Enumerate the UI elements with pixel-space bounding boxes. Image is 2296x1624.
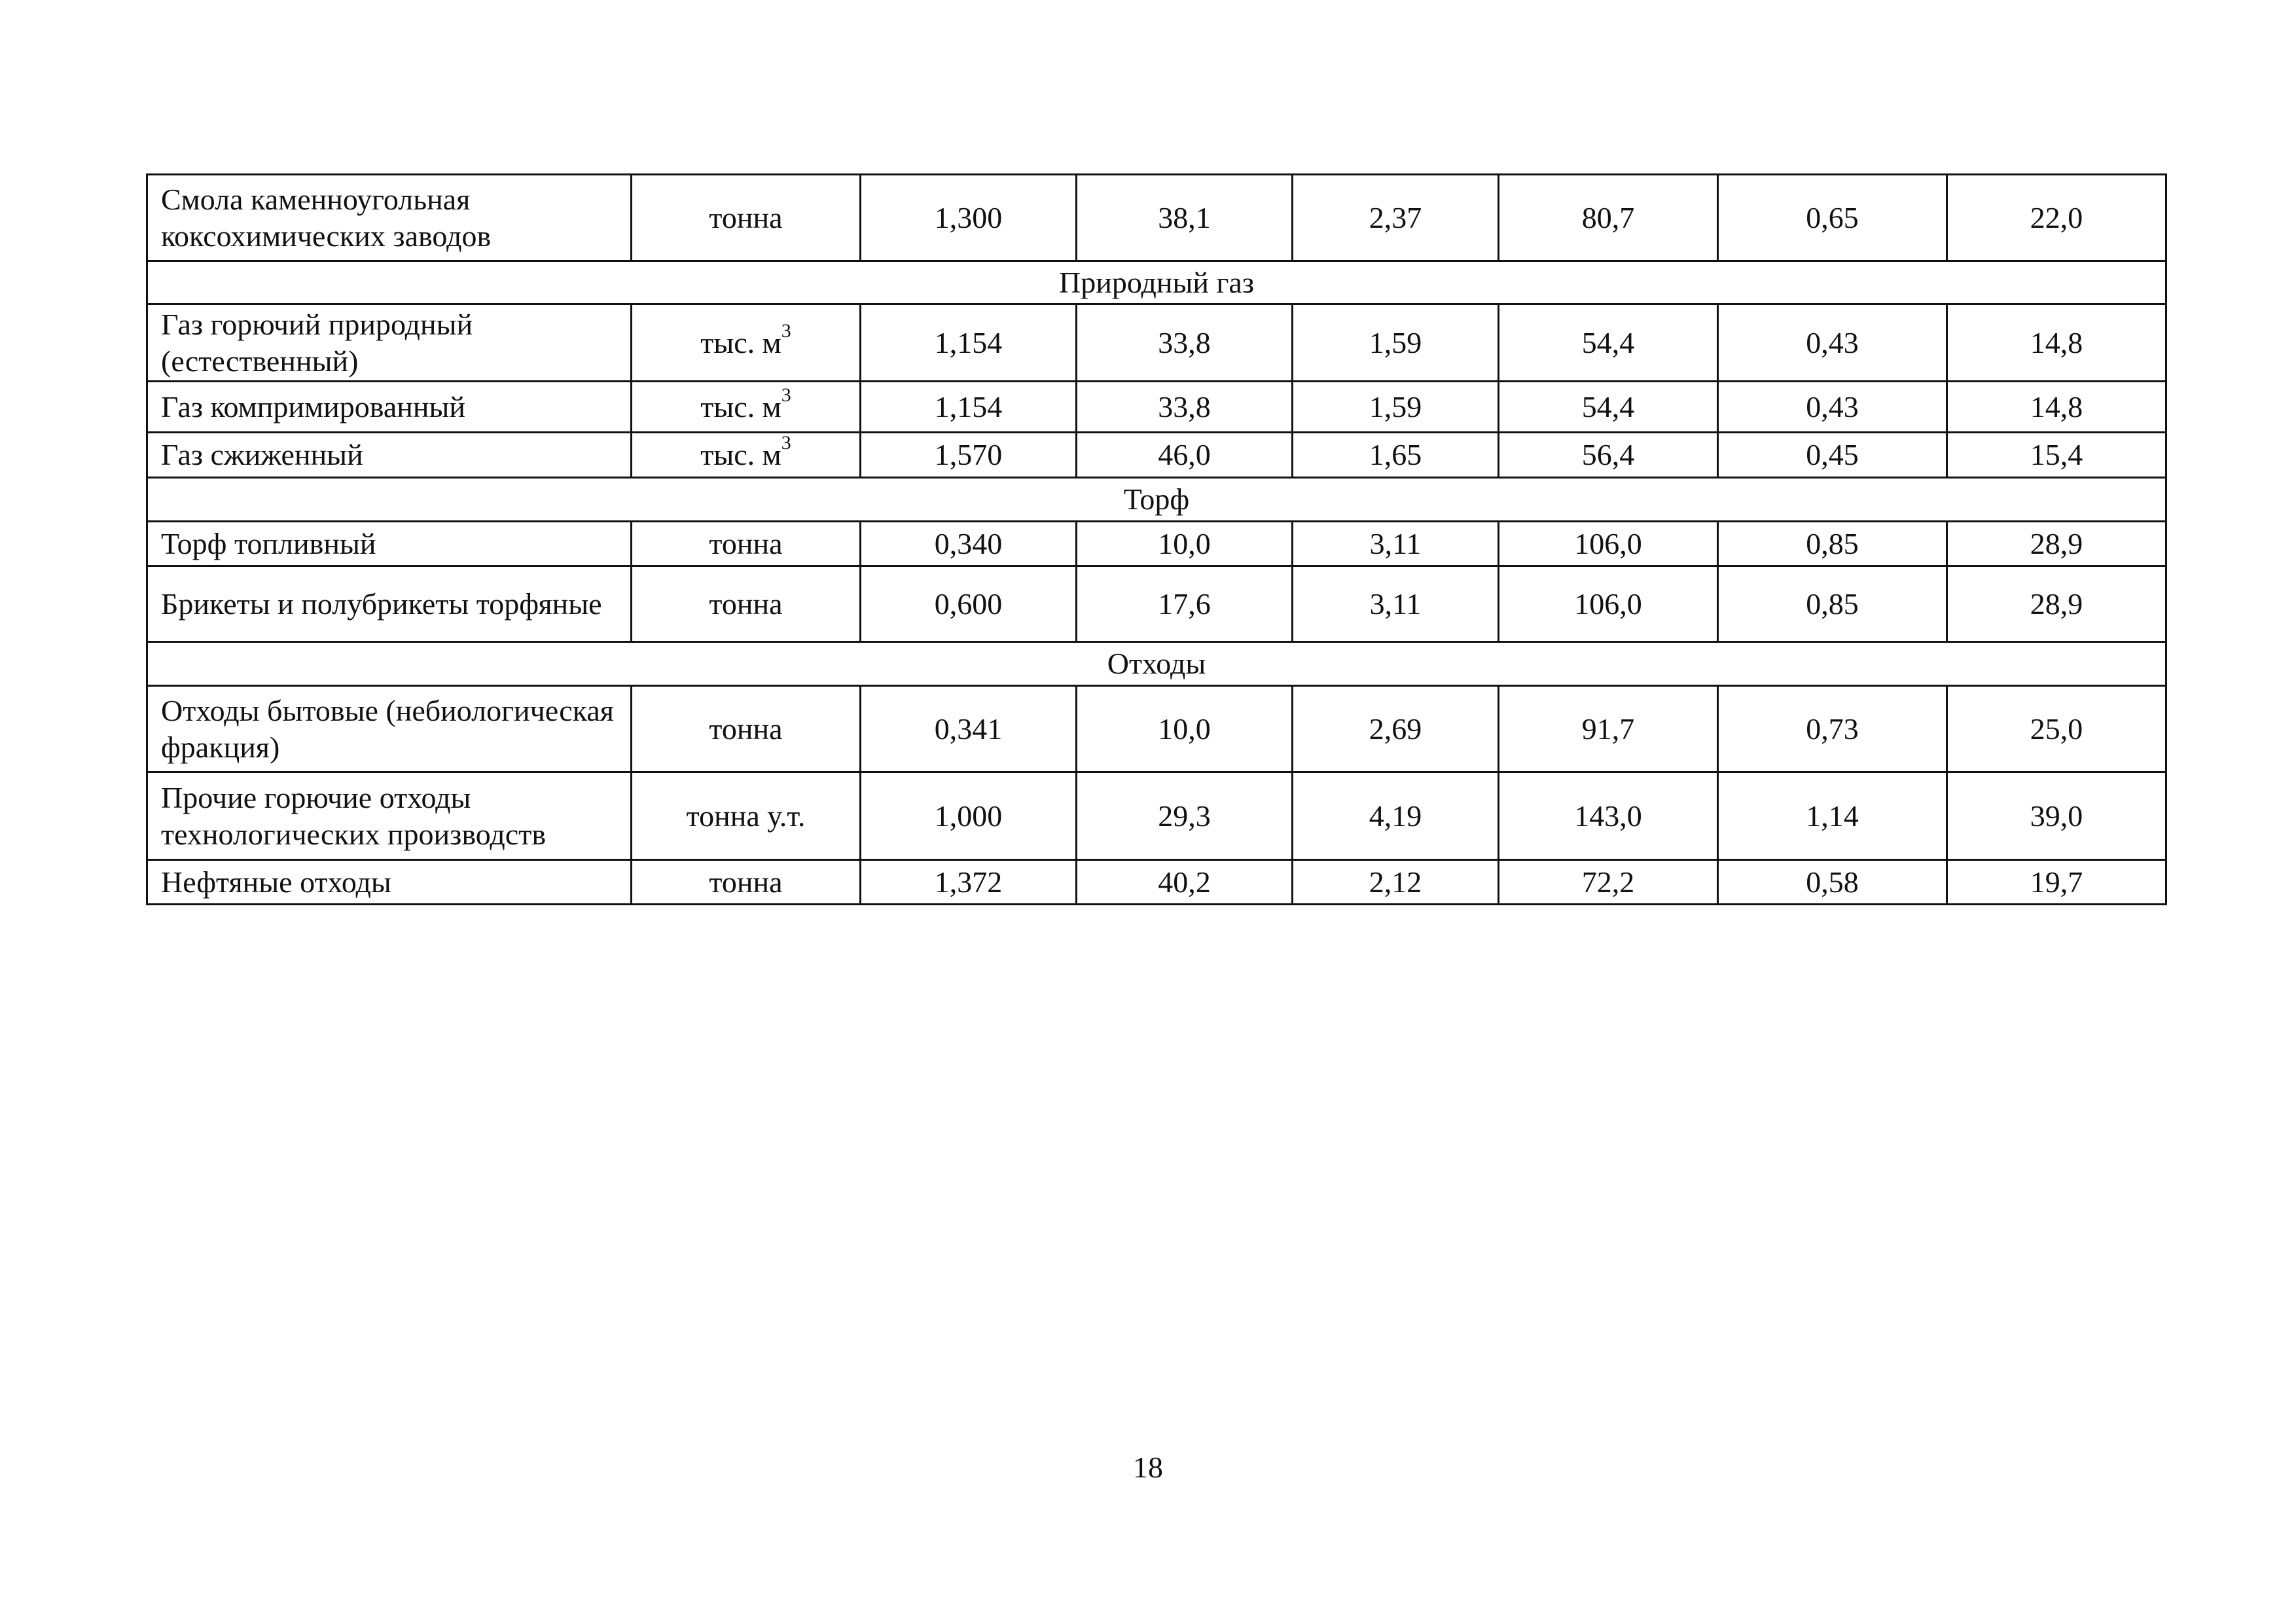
unit-text: тонна bbox=[709, 586, 783, 621]
value-cell: 29,3 bbox=[1077, 772, 1293, 860]
unit-cell bbox=[632, 522, 861, 566]
value-cell: 1,154 bbox=[861, 382, 1077, 433]
value-cell: 56,4 bbox=[1499, 433, 1718, 478]
unit-cell bbox=[632, 175, 861, 261]
unit-text: тонна bbox=[709, 200, 783, 234]
value-cell: 1,000 bbox=[861, 772, 1077, 860]
table-row bbox=[147, 860, 2166, 905]
fuel-name-cell: Нефтяные отходы bbox=[147, 860, 632, 905]
value-cell: 1,14 bbox=[1718, 772, 1947, 860]
unit-cell bbox=[632, 772, 861, 860]
unit-text: тонна у.т. bbox=[686, 799, 806, 833]
value-cell: 39,0 bbox=[1947, 772, 2166, 860]
table-row bbox=[147, 772, 2166, 860]
unit-text: тонна bbox=[709, 712, 783, 746]
fuel-name-cell: Газ горючий природный (естественный) bbox=[147, 304, 632, 382]
value-cell: 0,58 bbox=[1718, 860, 1947, 905]
table-row bbox=[147, 175, 2166, 261]
value-cell: 1,59 bbox=[1293, 304, 1499, 382]
value-cell: 54,4 bbox=[1499, 382, 1718, 433]
value-cell: 14,8 bbox=[1947, 304, 2166, 382]
page-number: 18 bbox=[1133, 1451, 1163, 1484]
fuel-name-cell: Газ сжиженный bbox=[147, 433, 632, 478]
fuel-name-cell: Прочие горючие отходы технологических производств bbox=[147, 772, 632, 860]
value-cell: 0,85 bbox=[1718, 522, 1947, 566]
section-header-row bbox=[147, 642, 2166, 686]
value-cell: 0,45 bbox=[1718, 433, 1947, 478]
value-cell: 19,7 bbox=[1947, 860, 2166, 905]
section-header-row bbox=[147, 478, 2166, 522]
fuel-name-cell: Отходы бытовые (небиологическая фракция) bbox=[147, 686, 632, 772]
value-cell: 3,11 bbox=[1293, 522, 1499, 566]
value-cell: 91,7 bbox=[1499, 686, 1718, 772]
value-cell: 40,2 bbox=[1077, 860, 1293, 905]
value-cell: 72,2 bbox=[1499, 860, 1718, 905]
value-cell: 2,69 bbox=[1293, 686, 1499, 772]
value-cell: 4,19 bbox=[1293, 772, 1499, 860]
value-cell: 33,8 bbox=[1077, 382, 1293, 433]
fuel-coefficients-table bbox=[146, 173, 2167, 905]
unit-text: тонна bbox=[709, 865, 783, 899]
unit-cell bbox=[632, 382, 861, 433]
value-cell: 15,4 bbox=[1947, 433, 2166, 478]
value-cell: 28,9 bbox=[1947, 522, 2166, 566]
table-row bbox=[147, 686, 2166, 772]
value-cell: 54,4 bbox=[1499, 304, 1718, 382]
unit-superscript: 3 bbox=[781, 432, 791, 454]
value-cell: 106,0 bbox=[1499, 522, 1718, 566]
fuel-name-cell: Газ компримированный bbox=[147, 382, 632, 433]
value-cell: 1,154 bbox=[861, 304, 1077, 382]
table-row bbox=[147, 522, 2166, 566]
unit-superscript: 3 bbox=[781, 319, 791, 342]
value-cell: 3,11 bbox=[1293, 566, 1499, 642]
value-cell: 10,0 bbox=[1077, 522, 1293, 566]
fuel-name-cell: Брикеты и полубрикеты торфяные bbox=[147, 566, 632, 642]
unit-cell bbox=[632, 566, 861, 642]
value-cell: 17,6 bbox=[1077, 566, 1293, 642]
table-body bbox=[147, 175, 2166, 905]
value-cell: 0,340 bbox=[861, 522, 1077, 566]
value-cell: 22,0 bbox=[1947, 175, 2166, 261]
unit-cell bbox=[632, 433, 861, 478]
value-cell: 0,65 bbox=[1718, 175, 1947, 261]
unit-cell bbox=[632, 860, 861, 905]
value-cell: 33,8 bbox=[1077, 304, 1293, 382]
unit-text: тыс. м bbox=[700, 325, 781, 359]
section-title: Природный газ bbox=[147, 261, 2166, 304]
value-cell: 1,372 bbox=[861, 860, 1077, 905]
value-cell: 1,300 bbox=[861, 175, 1077, 261]
unit-superscript: 3 bbox=[781, 384, 791, 406]
fuel-name-cell: Смола каменноугольная коксохимических заводов bbox=[147, 175, 632, 261]
value-cell: 38,1 bbox=[1077, 175, 1293, 261]
value-cell: 0,43 bbox=[1718, 382, 1947, 433]
table-row bbox=[147, 433, 2166, 478]
table-row bbox=[147, 304, 2166, 382]
value-cell: 0,341 bbox=[861, 686, 1077, 772]
table-row bbox=[147, 566, 2166, 642]
section-header-row bbox=[147, 261, 2166, 304]
value-cell: 0,73 bbox=[1718, 686, 1947, 772]
value-cell: 25,0 bbox=[1947, 686, 2166, 772]
section-title: Отходы bbox=[147, 642, 2166, 686]
unit-text: тыс. м bbox=[700, 389, 781, 424]
value-cell: 143,0 bbox=[1499, 772, 1718, 860]
value-cell: 14,8 bbox=[1947, 382, 2166, 433]
value-cell: 2,12 bbox=[1293, 860, 1499, 905]
value-cell: 80,7 bbox=[1499, 175, 1718, 261]
unit-cell bbox=[632, 686, 861, 772]
value-cell: 106,0 bbox=[1499, 566, 1718, 642]
value-cell: 1,570 bbox=[861, 433, 1077, 478]
fuel-name-cell: Торф топливный bbox=[147, 522, 632, 566]
value-cell: 28,9 bbox=[1947, 566, 2166, 642]
section-title: Торф bbox=[147, 478, 2166, 522]
value-cell: 1,59 bbox=[1293, 382, 1499, 433]
value-cell: 1,65 bbox=[1293, 433, 1499, 478]
unit-cell bbox=[632, 304, 861, 382]
value-cell: 46,0 bbox=[1077, 433, 1293, 478]
value-cell: 0,85 bbox=[1718, 566, 1947, 642]
value-cell: 0,43 bbox=[1718, 304, 1947, 382]
value-cell: 0,600 bbox=[861, 566, 1077, 642]
unit-text: тыс. м bbox=[700, 438, 781, 471]
table-row bbox=[147, 382, 2166, 433]
value-cell: 10,0 bbox=[1077, 686, 1293, 772]
unit-text: тонна bbox=[709, 526, 783, 560]
value-cell: 2,37 bbox=[1293, 175, 1499, 261]
